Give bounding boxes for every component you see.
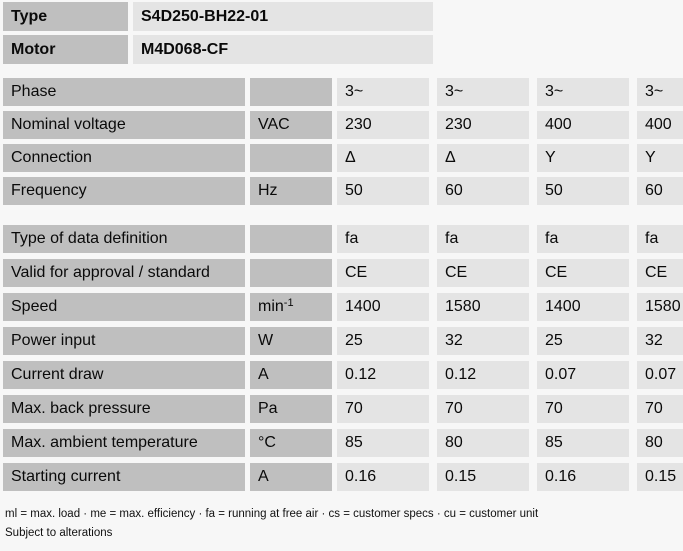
value-cell: 1580 (437, 293, 529, 321)
electrical-data-table (0, 78, 683, 205)
value-cell: 0.16 (537, 463, 629, 491)
value-cell: 80 (637, 429, 683, 457)
value-cell: Δ (337, 144, 429, 172)
value-cell: 60 (637, 177, 683, 205)
row-unit-cell (250, 225, 332, 253)
row-unit-cell (250, 429, 332, 457)
value-cell: 1580 (637, 293, 683, 321)
table-row (3, 225, 683, 253)
value-cell: 50 (337, 177, 429, 205)
value-cell: fa (637, 225, 683, 253)
value-cell: 0.15 (637, 463, 683, 491)
value-cell: 32 (637, 327, 683, 355)
unit-text: min (258, 298, 284, 315)
motor-label: Motor (3, 35, 128, 64)
row-label-cell: Valid for approval / standard (3, 259, 245, 287)
value-cell: 0.12 (437, 361, 529, 389)
row-unit-cell (250, 361, 332, 389)
table-row (3, 361, 683, 389)
value-cell: 0.16 (337, 463, 429, 491)
unit-text: Hz (258, 182, 278, 199)
value-cell: 85 (537, 429, 629, 457)
value-cell: 80 (437, 429, 529, 457)
row-label-cell: Speed (3, 293, 245, 321)
footer (5, 505, 683, 543)
value-cell: CE (637, 259, 683, 287)
row-unit-cell (250, 144, 332, 172)
row-unit-cell (250, 327, 332, 355)
row-label-cell: Max. back pressure (3, 395, 245, 423)
value-cell: 0.15 (437, 463, 529, 491)
type-row (3, 2, 683, 31)
value-cell: 230 (337, 111, 429, 139)
row-label-cell: Phase (3, 78, 245, 106)
value-cell: 25 (337, 327, 429, 355)
value-cell: CE (437, 259, 529, 287)
table-row (3, 259, 683, 287)
row-unit-cell (250, 111, 332, 139)
value-cell: 70 (437, 395, 529, 423)
value-cell: 32 (437, 327, 529, 355)
value-cell: fa (337, 225, 429, 253)
unit-text: °C (258, 434, 276, 451)
row-unit-cell (250, 177, 332, 205)
type-value: S4D250-BH22-01 (133, 2, 433, 31)
value-cell: CE (337, 259, 429, 287)
row-label-cell: Max. ambient temperature (3, 429, 245, 457)
row-unit-cell (250, 259, 332, 287)
value-cell: 3~ (637, 78, 683, 106)
row-label-cell: Power input (3, 327, 245, 355)
value-cell: 3~ (337, 78, 429, 106)
value-cell: 3~ (437, 78, 529, 106)
value-cell: 3~ (537, 78, 629, 106)
value-cell: 25 (537, 327, 629, 355)
value-cell: Δ (437, 144, 529, 172)
legend-text: ml = max. load · me = max. efficiency · fa = running at free air · cs = customer specs · cu = customer unit (5, 508, 539, 520)
value-cell: 400 (637, 111, 683, 139)
value-cell: fa (437, 225, 529, 253)
unit-text: Pa (258, 400, 278, 417)
value-cell: 85 (337, 429, 429, 457)
row-label-cell: Nominal voltage (3, 111, 245, 139)
value-cell: 50 (537, 177, 629, 205)
value-cell: 400 (537, 111, 629, 139)
value-cell: 0.07 (637, 361, 683, 389)
row-unit-cell (250, 395, 332, 423)
unit-text: A (258, 366, 269, 383)
table-row (3, 429, 683, 457)
value-cell: 0.07 (537, 361, 629, 389)
type-label: Type (3, 2, 128, 31)
value-cell: CE (537, 259, 629, 287)
motor-row (3, 35, 683, 64)
motor-value: M4D068-CF (133, 35, 433, 64)
value-cell: Y (637, 144, 683, 172)
unit-text: A (258, 468, 269, 485)
unit-superscript: -1 (283, 296, 294, 309)
table-row (3, 144, 683, 172)
row-label-cell: Type of data definition (3, 225, 245, 253)
value-cell: 70 (537, 395, 629, 423)
table-row (3, 293, 683, 321)
value-cell: 70 (637, 395, 683, 423)
table-row (3, 463, 683, 491)
table-row (3, 111, 683, 139)
row-label-cell: Current draw (3, 361, 245, 389)
value-cell: 1400 (337, 293, 429, 321)
value-cell: 0.12 (337, 361, 429, 389)
table-row (3, 177, 683, 205)
value-cell: 70 (337, 395, 429, 423)
row-label-cell: Frequency (3, 177, 245, 205)
identification-header (0, 2, 683, 64)
value-cell: 60 (437, 177, 529, 205)
value-cell: 230 (437, 111, 529, 139)
row-unit-cell (250, 463, 332, 491)
row-unit-cell (250, 78, 332, 106)
table-row (3, 395, 683, 423)
unit-text: W (258, 332, 274, 349)
value-cell: fa (537, 225, 629, 253)
row-unit-cell (250, 293, 332, 321)
value-cell: 1400 (537, 293, 629, 321)
unit-text: VAC (258, 116, 290, 133)
table-row (3, 327, 683, 355)
row-label-cell: Starting current (3, 463, 245, 491)
alterations-note: Subject to alterations (5, 527, 113, 539)
value-cell: Y (537, 144, 629, 172)
table-row (3, 78, 683, 106)
performance-data-table (0, 225, 683, 491)
row-label-cell: Connection (3, 144, 245, 172)
